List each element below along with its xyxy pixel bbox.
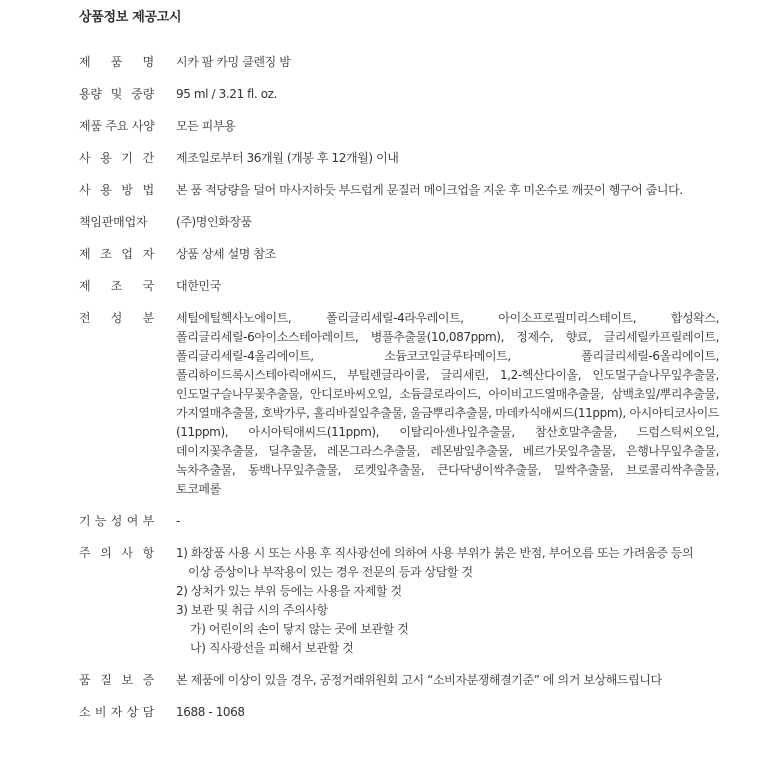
row-consult: [79, 703, 719, 722]
value-spec: 모든 피부용: [176, 119, 236, 133]
caution-line: 이상 증상이나 부작용이 있는 경우 전문의 등과 상담할 것: [188, 565, 473, 579]
value-quality: 본 제품에 이상이 있을 경우, 공정거래위원회 고시 “소비자분쟁해결기준” 에 의거 보상해드립니다: [176, 673, 662, 687]
row-functional: [79, 512, 719, 531]
label-country: 제 조 국: [79, 279, 154, 293]
label-spec: 제품 주요 사양: [79, 119, 155, 133]
label-seller: 책임판매업자: [79, 215, 148, 229]
label-quality: 품 질 보 증: [79, 673, 154, 687]
caution-line: 2) 상처가 있는 부위 등에는 사용을 자제할 것: [176, 584, 402, 598]
label-caution: 주 의 사 항: [79, 546, 154, 560]
label-product-name: 제 품 명: [79, 55, 154, 69]
label-period: 사 용 기 간: [79, 151, 154, 165]
row-quality: [79, 671, 719, 690]
value-country: 대한민국: [176, 279, 221, 293]
row-spec: [79, 117, 719, 136]
caution-line: 가) 어린이의 손이 닿지 않는 곳에 보관할 것: [190, 622, 409, 636]
value-caution: [176, 544, 719, 658]
caution-line: 3) 보관 및 취급 시의 주의사항: [176, 603, 328, 617]
product-info-table: [79, 53, 719, 735]
page-title: 상품정보 제공고시: [79, 10, 182, 25]
value-seller: (주)명인화장품: [176, 215, 252, 229]
label-manufacturer: 제 조 업 자: [79, 247, 154, 261]
label-volume: 용량 및 중량: [79, 87, 154, 101]
row-period: [79, 149, 719, 168]
label-consult: 소 비 자 상 담: [79, 705, 154, 719]
value-manufacturer: 상품 상세 설명 참조: [176, 247, 276, 261]
value-volume: 95 ml / 3.21 fl. oz.: [176, 87, 277, 101]
value-usage: 본 품 적당량을 덜어 마사지하듯 부드럽게 문질러 메이크업을 지운 후 미온수로 깨끗이 헹구어 줍니다.: [176, 183, 683, 197]
row-volume: [79, 85, 719, 104]
caution-line: 나) 직사광선을 피해서 보관할 것: [190, 641, 354, 655]
value-ingredients: 세틸에틸헥사노에이트, 폴리글리세릴-4라우레이트, 아이소프로필미리스테이트, 합성왁스, 폴리글리세릴-6아이소스테아레이트, 병풀추출물(10,087ppm), 정제수, 향료, 글리세릴카프릴레이트, 폴리글리세릴-4올리에이트, 소듐코코일글루타메이트, 폴리글리세릴-6올리에이트, 폴리하이드록시스테아릭애씨드, 부틸렌글라이콜, 글리세린, 1,2-헥산다이올, 인도멀구슬나무잎추출물, 인도멀구슬나무꽃추출물, 안디로바씨오일, 소듐클로라이드, 아이비고드열매추출물, 삼백초잎/뿌리추출물, 가지열매추출물, 호박가루, 홀리바질잎추출물, 울금뿌리추출물, 마데카식애씨드(11ppm), 아시아티코사이드(11ppm), 아시아틱애씨드(11ppm), 이탈리아센나잎추출물, 참산호말추출물, 드럼스틱씨오일, 데이지꽃추출물, 딜추출물, 레몬그라스추출물, 레몬밤잎추출물, 베르가못잎추출물, 은행나무잎추출물, 녹차추출물, 동백나무잎추출물, 로켓잎추출물, 큰다닥냉이싹추출물, 밀싹추출물, 브로콜리싹추출물, 토코페롤: [176, 311, 719, 496]
row-caution: [79, 544, 719, 658]
value-product-name: 시카 팜 카밍 클렌징 밤: [176, 55, 291, 69]
label-ingredients: 전 성 분: [79, 311, 154, 325]
value-functional: -: [176, 514, 180, 528]
row-usage: [79, 181, 719, 200]
caution-line: 1) 화장품 사용 시 또는 사용 후 직사광선에 의하여 사용 부위가 붉은 반점, 부어오름 또는 가려움증 등의: [176, 546, 694, 560]
label-functional: 기 능 성 여 부: [79, 514, 154, 528]
value-period: 제조일로부터 36개월 (개봉 후 12개월) 이내: [176, 151, 399, 165]
row-ingredients: [79, 309, 719, 499]
row-manufacturer: [79, 245, 719, 264]
label-usage: 사 용 방 법: [79, 183, 154, 197]
row-country: [79, 277, 719, 296]
row-seller: [79, 213, 719, 232]
row-product-name: [79, 53, 719, 72]
value-consult: 1688 - 1068: [176, 705, 245, 719]
